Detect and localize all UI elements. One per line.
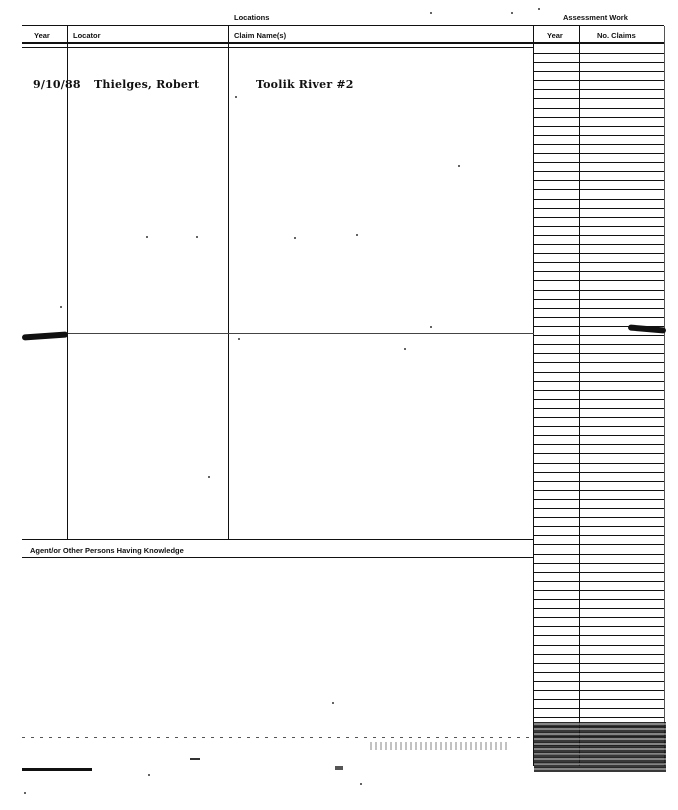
assessment-work-row-line (534, 490, 664, 491)
assessment-work-row-line (534, 581, 664, 582)
column-divider-locator-claims (228, 26, 229, 539)
speck (208, 476, 210, 478)
assessment-work-row-line (534, 62, 664, 63)
assessment-work-row-line (534, 53, 664, 54)
assessment-work-row-line (534, 663, 664, 664)
assessment-work-row-line (534, 71, 664, 72)
assessment-work-section-title: Assessment Work (563, 13, 628, 22)
assessment-work-row-line (534, 572, 664, 573)
assessment-work-row-line (534, 117, 664, 118)
assessment-work-row-line (534, 444, 664, 445)
scan-noise-bottom-dots (22, 737, 534, 738)
assessment-work-row-line (534, 435, 664, 436)
assessment-work-row-line (534, 244, 664, 245)
agent-section-title: Agent/or Other Persons Having Knowledge (30, 546, 184, 555)
assessment-work-row-line (534, 153, 664, 154)
assessment-work-row-line (534, 408, 664, 409)
assessment-work-row-line (534, 235, 664, 236)
entry-year: 9/10/88 (33, 78, 81, 91)
speck (430, 12, 432, 14)
assessment-work-row-line (534, 372, 664, 373)
assessment-work-row-line (534, 162, 664, 163)
assessment-work-row-line (534, 98, 664, 99)
assessment-work-row-line (534, 517, 664, 518)
speck (146, 236, 148, 238)
assessment-work-row-line (534, 626, 664, 627)
assessment-work-row-line (534, 299, 664, 300)
column-divider-claims-assessment (533, 26, 534, 766)
assessment-work-row-line (534, 326, 664, 327)
speck (430, 326, 432, 328)
assessment-work-row-line (534, 199, 664, 200)
assessment-work-row-line (534, 317, 664, 318)
assessment-work-row-line (534, 617, 664, 618)
assessment-work-row-line (534, 699, 664, 700)
assessment-work-row-line (534, 344, 664, 345)
speck (148, 774, 150, 776)
assessment-work-row-line (534, 426, 664, 427)
assessment-work-row-line (534, 608, 664, 609)
assessment-work-row-line (534, 645, 664, 646)
scan-noise-bottom-right (534, 722, 666, 772)
speck (24, 792, 26, 794)
assessment-work-row-line (534, 690, 664, 691)
assessment-work-row-line (534, 381, 664, 382)
assessment-work-row-line (534, 171, 664, 172)
assessment-work-row-line (534, 672, 664, 673)
assessment-work-row-line (534, 563, 664, 564)
speck (294, 237, 296, 239)
speck (238, 338, 240, 340)
assessment-work-row-line (534, 217, 664, 218)
scan-noise-bottom-line (22, 768, 92, 771)
assessment-work-row-line (534, 708, 664, 709)
speck (458, 165, 460, 167)
column-header-claim-names: Claim Name(s) (234, 31, 287, 40)
header-bottom-rule (22, 42, 664, 44)
column-header-number-of-claims: No. Claims (597, 31, 636, 40)
speck (196, 236, 198, 238)
agent-section-header-rule (22, 557, 534, 558)
assessment-work-row-line (534, 80, 664, 81)
assessment-work-row-line (534, 499, 664, 500)
assessment-work-row-line (534, 526, 664, 527)
scan-noise-bottom-dots-2 (370, 742, 510, 750)
speck (332, 702, 334, 704)
assessment-work-row-line (534, 208, 664, 209)
assessment-work-row-line (534, 226, 664, 227)
column-header-locator: Locator (73, 31, 101, 40)
assessment-work-row-line (534, 554, 664, 555)
assessment-work-row-line (534, 126, 664, 127)
assessment-work-row-line (534, 335, 664, 336)
assessment-work-row-line (534, 280, 664, 281)
assessment-work-row-line (534, 599, 664, 600)
assessment-work-row-line (534, 253, 664, 254)
speck (511, 12, 513, 14)
assessment-work-row-line (534, 717, 664, 718)
agent-section-top-rule (22, 539, 534, 540)
column-header-assessment-year: Year (547, 31, 563, 40)
entry-locator: Thielges, Robert (94, 78, 200, 91)
assessment-right-edge (664, 26, 665, 766)
assessment-work-row-line (534, 144, 664, 145)
assessment-work-row-line (534, 390, 664, 391)
assessment-work-row-line (534, 654, 664, 655)
speck (356, 234, 358, 236)
assessment-work-row-line (534, 472, 664, 473)
assessment-work-row-line (534, 180, 664, 181)
assessment-work-row-line (534, 308, 664, 309)
scan-noise-bottom-tick (190, 758, 200, 760)
scan-noise-bottom-tick-2 (335, 766, 343, 770)
assessment-work-row-line (534, 635, 664, 636)
assessment-work-row-line (534, 271, 664, 272)
column-header-year: Year (34, 31, 50, 40)
assessment-work-row-line (534, 290, 664, 291)
assessment-work-row-line (534, 463, 664, 464)
speck (404, 348, 406, 350)
assessment-work-row-line (534, 544, 664, 545)
assessment-work-row-line (534, 353, 664, 354)
assessment-work-row-line (534, 508, 664, 509)
locations-section-title: Locations (234, 13, 270, 22)
speck (538, 8, 540, 10)
speck (235, 96, 237, 98)
assessment-work-row-line (534, 108, 664, 109)
entry-claim-name: Toolik River #2 (256, 78, 354, 91)
assessment-work-row-line (534, 399, 664, 400)
fold-line (68, 333, 534, 334)
fold-mark-left (22, 331, 68, 340)
assessment-work-row-line (534, 262, 664, 263)
column-divider-assessment-year-claims (579, 26, 580, 766)
assessment-work-row-line (534, 535, 664, 536)
assessment-work-row-line (534, 189, 664, 190)
assessment-work-row-line (534, 681, 664, 682)
assessment-work-row-line (534, 362, 664, 363)
speck (360, 783, 362, 785)
assessment-work-row-line (534, 590, 664, 591)
assessment-work-row-line (534, 481, 664, 482)
header-bottom-rule-thin (22, 47, 534, 48)
assessment-work-row-line (534, 417, 664, 418)
column-divider-year-locator (67, 26, 68, 539)
assessment-work-row-line (534, 135, 664, 136)
speck (60, 306, 62, 308)
assessment-work-row-line (534, 89, 664, 90)
assessment-work-row-line (534, 453, 664, 454)
header-top-rule (22, 25, 664, 26)
